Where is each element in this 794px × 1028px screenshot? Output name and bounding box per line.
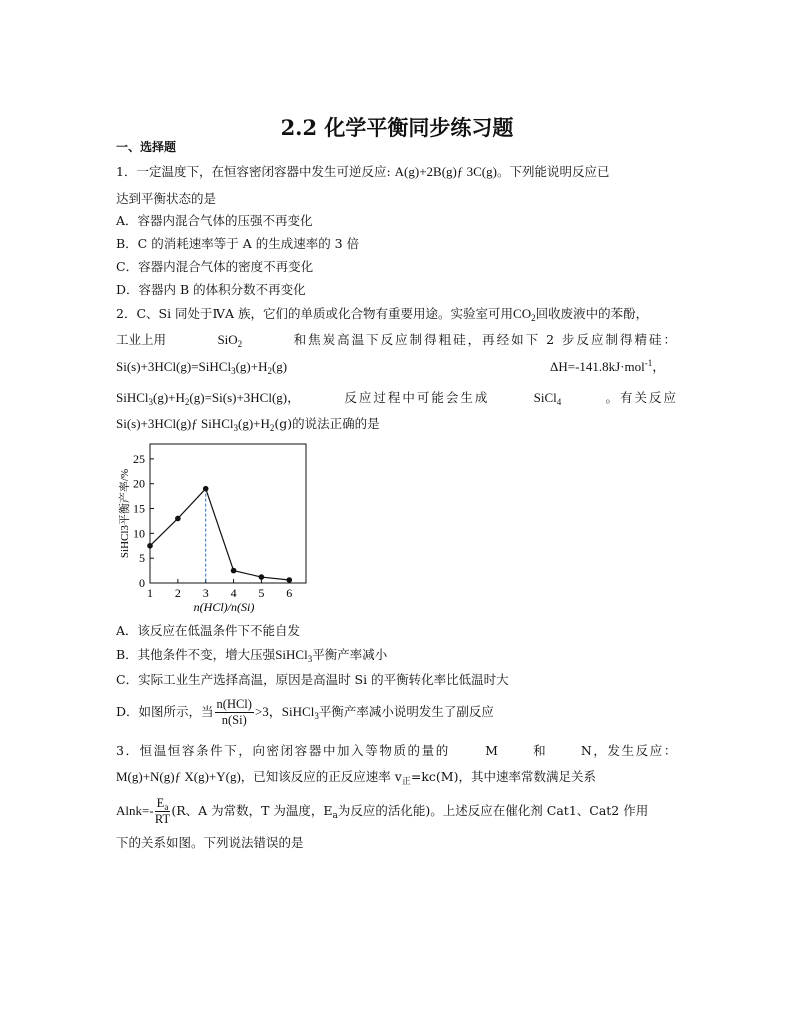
y-tick-label: 0 [139, 576, 145, 590]
q2-option-d: D．如图所示，当 $\frac{\text{n(HCl)}}{n(Si)}$ >3，SiHCl$_3$平衡产率减小说明发生了副反应 [116, 697, 494, 727]
q2-line1 [116, 305, 648, 323]
page-title: 2.2 化学平衡同步练习题 [280, 115, 514, 140]
y-tick-label: 5 [139, 551, 145, 566]
data-point [175, 516, 181, 522]
q2-eq2e: 。有关反应 [605, 390, 678, 405]
x-tick-label: 6 [286, 586, 293, 600]
q1-stem-line1 [116, 163, 609, 181]
q2-eq2-line [116, 389, 678, 407]
q2-option-a: A．该反应在低温条件下不能自发 [116, 623, 301, 638]
q2-l2a: 工业上用 [116, 332, 167, 347]
x-tick-label: 2 [174, 586, 181, 600]
data-point [286, 577, 292, 583]
x-tick-label: 5 [258, 586, 265, 600]
q2-delta-h: ΔH=-141.8kJ·mol$^{-1}$， [550, 358, 666, 374]
q1-option-d: D．容器内 B 的体积分数不再变化 [116, 282, 306, 297]
q2-option-c: C．实际工业生产选择高温，原因是高温时 Si 的平衡转化率比低温时大 [116, 672, 509, 687]
q2-option-b: B．其他条件不变，增大压强SiHCl$_3$平衡产率减小 [116, 647, 388, 664]
data-point [231, 568, 237, 574]
y-axis-label: SiHCl3平衡产率/% [119, 468, 131, 559]
x-tick-label: 4 [230, 586, 237, 600]
y-tick-label: 10 [133, 526, 145, 541]
data-point [259, 574, 265, 580]
q2-line2 [116, 331, 678, 349]
q2-l1b: 回收废液中的苯酚， [535, 306, 649, 321]
q1-stem-a: 1．一定温度下，在恒容密闭容器中发生可逆反应: [116, 164, 391, 179]
x-tick-label: 1 [147, 586, 153, 600]
q2-l1a: 2．C、Si 同处于ⅣA 族，它们的单质或化合物有重要用途。实验室可用 [116, 306, 514, 321]
x-tick-label: 3 [202, 586, 209, 600]
q2-eq2: $SiHCl_3(g)+H_2(g)=Si(s)+3HCl(g)$， [116, 390, 301, 407]
yield-chart [112, 440, 322, 615]
q2-d-fraction: $\frac{\text{n(HCl)}}{n(Si)}$ [216, 697, 252, 727]
q1-option-c: C．容器内混合气体的密度不再变化 [116, 259, 314, 274]
y-tick-label: 15 [133, 501, 145, 516]
series-line [150, 489, 289, 580]
q1-option-b: B．C 的消耗速率等于 A 的生成速率的 3 倍 [116, 236, 360, 251]
q2-l2b: 和焦炭高温下反应制得粗硅，再经如下 2 步反应制得精硅： [293, 332, 678, 347]
q3-line3: Alnk=- $\frac{E_a}{RT}$ (R、A 为常数，T 为温度，$E_a$为反应的活化能)。上述反应在催化剂 Cat1、Cat2 作用 [116, 796, 649, 826]
q2-eq1: $Si(s)+3HCl(g)=SiHCl_3(g)+H_2(g)$ [116, 359, 288, 376]
q2-eq1-line [116, 358, 678, 376]
q3-line2: M(g)+N(g)ƒ X(g)+Y(g)，已知该反应的正反应速率 $v_正=kc(M)$，其中速率常数满足关系 [116, 769, 596, 787]
y-tick-label: 25 [133, 451, 145, 466]
q3-line4: 下的关系如图。下列说法错误的是 [116, 835, 304, 850]
x-axis-label: n(HCl)/n(Si) [193, 600, 255, 614]
section-heading: 一、选择题 [116, 140, 177, 154]
q2-sicl4: SiCl$_4$ [533, 390, 562, 407]
q3-line1: 3．恒温恒容条件下，向密闭容器中加入等物质的量的 M 和 N，发生反应： [116, 743, 678, 758]
q1-option-a: A．容器内混合气体的压强不再变化 [116, 213, 313, 228]
q1-reaction: A(g)+2B(g)ƒ 3C(g) [394, 164, 497, 179]
q2-eq3-line: Si(s)+3HCl(g)ƒ $SiHCl_3(g)+H_2(g)$的说法正确的是 [116, 416, 380, 433]
q2-co2: $CO_2$ [513, 306, 536, 323]
q1-stem-c: 达到平衡状态的是 [116, 191, 217, 206]
q2-eq2d: 反应过程中可能会生成 [344, 390, 490, 405]
y-tick-label: 20 [133, 476, 145, 491]
q3-fraction: $\frac{E_a}{RT}$ [154, 796, 171, 826]
data-point [203, 486, 209, 492]
q1-stem-b: 。下列能说明反应已 [496, 164, 610, 179]
data-point [147, 543, 153, 549]
chart-frame [150, 444, 306, 583]
q2-sio2: SiO$_2$ [217, 332, 243, 349]
